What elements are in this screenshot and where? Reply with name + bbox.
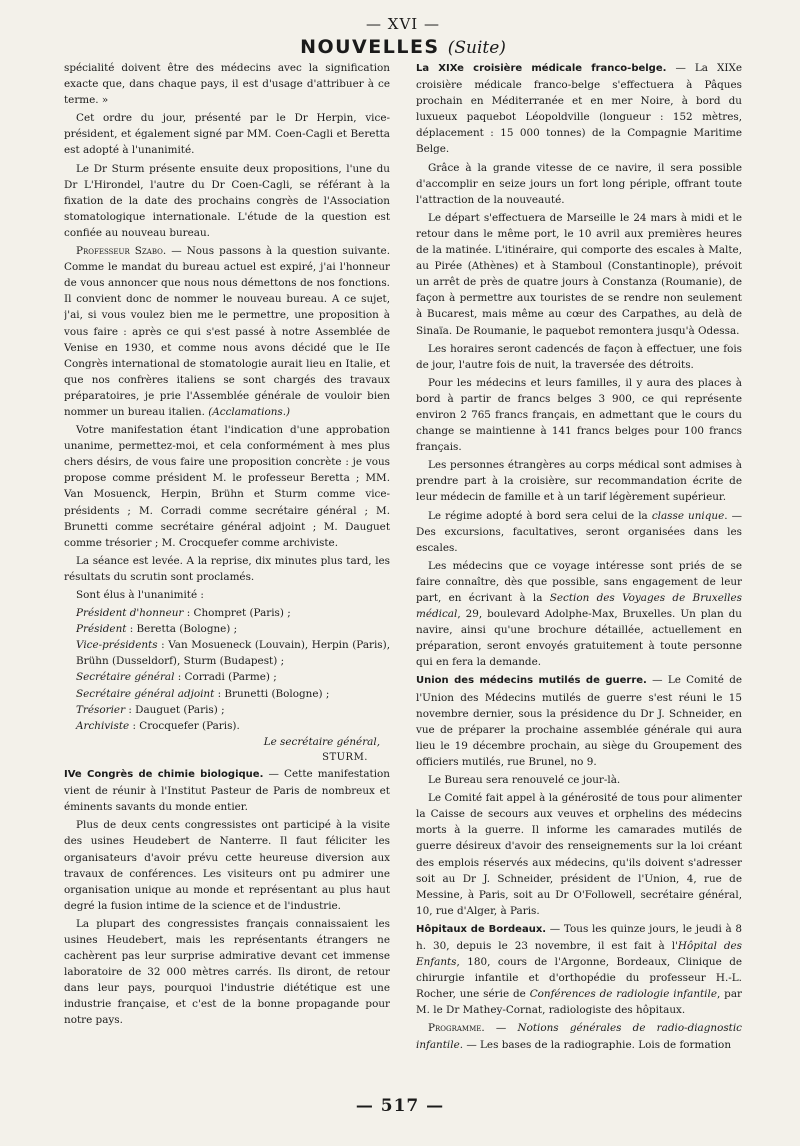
signature-title: Le secrétaire général, bbox=[263, 735, 380, 748]
news-heading: IVe Congrès de chimie biologique. bbox=[64, 769, 264, 781]
elected-item bbox=[64, 669, 390, 685]
news-heading: Hôpitaux de Bordeaux. bbox=[416, 923, 547, 935]
role-names: : Van Mosueneck (Louvain), Herpin (Paris), Brühn (Dusseldorf), Sturm (Budapest) ; bbox=[76, 639, 390, 668]
paragraph-text: — Le Comité de l'Union des Médecins mutilés de guerre s'est réuni le 15 novembre dernier, sous la présidence du Dr J. Schneider, en vue de préparer la prochaine assemblée générale qui aura lieu le 19 décembre prochain, au siège du Groupement des officiers mutilés, rue Brunel, no 9. bbox=[416, 674, 742, 768]
role-label: Secrétaire général bbox=[76, 671, 175, 684]
role-names: : Brunetti (Bologne) ; bbox=[214, 687, 330, 700]
elected-item bbox=[64, 718, 390, 734]
paragraph: Cet ordre du jour, présenté par le Dr Herpin, vice-président, et également signé par MM. Coen-Cagli et Beretta est adopté à l'unanimité. bbox=[64, 112, 390, 157]
role-names: : Corradi (Parme) ; bbox=[174, 671, 277, 684]
paragraph: La séance est levée. A la reprise, dix minutes plus tard, les résultats du scrutin sont proclamés. bbox=[64, 554, 390, 583]
news-item bbox=[416, 60, 742, 158]
elected-item bbox=[64, 621, 390, 637]
role-names: : Chompret (Paris) ; bbox=[183, 607, 291, 620]
role-label: Président bbox=[76, 623, 127, 636]
elected-list bbox=[64, 605, 390, 734]
programme-label: Programme. bbox=[428, 1022, 485, 1035]
role-names: : Beretta (Bologne) ; bbox=[126, 623, 238, 636]
paragraph: Le Dr Sturm présente ensuite deux propositions, l'une du Dr L'Hirondel, l'autre du Dr Coen-Cagli, se référant à la fixation de la date des prochains congrès de l'Association stomatologique internationale. L'étude de la question est confiée au nouveau bureau. bbox=[64, 162, 390, 239]
paragraph-aside: (Acclamations.) bbox=[208, 405, 291, 418]
role-names: : Dauguet (Paris) ; bbox=[125, 703, 225, 716]
role-label: Trésorier bbox=[76, 703, 126, 716]
elected-intro: Sont élus à l'unanimité : bbox=[76, 589, 204, 601]
role-names: : Crocquefer (Paris). bbox=[129, 719, 240, 732]
paragraph bbox=[64, 243, 390, 420]
paragraph: Les personnes étrangères au corps médical sont admises à prendre part à la croisière, sur recommandation écrite de leur médecin de famille et à un tarif légèrement supérieur. bbox=[416, 459, 742, 504]
paragraph-text: — La XIXe croisière médicale franco-belge s'effectuera à Pâques prochain en Méditerranée et en mer Noire, à bord du luxueux paquebot Léopoldville (longueur : 152 mètres, déplacement : 15 000 tonnes) de la Compagnie Maritime Belge. bbox=[416, 62, 742, 156]
news-item: Hôpitaux de Bordeaux. — Tous les quinze jours, le jeudi à 8 h. 30, depuis le 23 novembre, il est fait à l'Hôpital des Enfants, 180, cours de l'Argonne, Bordeaux, Clinique de chirurgie infantile et d'orthopédie du professeur H.-L. Rocher, une série de Conférences de radiologie infantile, par M. le Dr Mathey-Cornat, radiologiste des hôpitaux. bbox=[416, 922, 742, 1017]
section-title-suffix: (Suite) bbox=[447, 38, 506, 58]
two-column-body bbox=[64, 60, 742, 1096]
news-item bbox=[416, 672, 742, 770]
role-label: Archiviste bbox=[76, 719, 130, 732]
role-label: Secrétaire général adjoint bbox=[76, 687, 215, 700]
paragraph: Grâce à la grande vitesse de ce navire, il sera possible d'accomplir en seize jours un fort long périple, offrant toute l'attraction de la nouveauté. bbox=[416, 161, 742, 206]
paragraph-text: — Nous passons à la question suivante. Comme le mandat du bureau actuel est expiré, j'ai l'honneur de vous annoncer que nous nous démettons de nos fonctions. Il convient donc de nommer le nouveau bureau. A ce sujet, j'ai, si vous voulez bien me le permettre, une proposition à vous faire : après ce qui s'est passé à notre Assemblée de Venise en 1930, et comme nous avons décidé que le IIe Congrès international de stomatologie aurait lieu en Italie, et que nos confrères italiens se sont chargés des travaux préparatoires, je prie l'Assemblée générale de vouloir bien nommer un bureau italien. bbox=[64, 245, 391, 418]
paragraph: spécialité doivent être des médecins avec la signification exacte que, dans chaque pays, il est d'usage d'attribuer à ce terme. » bbox=[64, 62, 390, 107]
role-label: Président d'honneur bbox=[76, 607, 184, 620]
paragraph: Votre manifestation étant l'indication d'une approbation unanime, permettez-moi, et cela conformément à mes plus chers désirs, de vous faire une proposition concrète : je vous propose comme président M. le professeur Beretta ; MM. Van Mosuenck, Herpin, Brühn et Sturm comme vice-présidents ; M. Corradi comme secrétaire général ; M. Brunetti comme secrétaire général adjoint ; M. Dauguet comme trésorier ; M. Crocquefer comme archiviste. bbox=[64, 424, 390, 549]
paragraph-text: — Cette manifestation vient de réunir à l'Institut Pasteur de Paris de nombreux et éminents savants du monde entier. bbox=[64, 768, 390, 814]
section-title-text: NOUVELLES bbox=[300, 36, 440, 58]
paragraph: Le Bureau sera renouvelé ce jour-là. bbox=[428, 774, 621, 787]
paragraph: Le régime adopté à bord sera celui de la classe unique. — Des excursions, facultatives, seront organisées dans les escales. bbox=[416, 509, 742, 554]
page-number: — 517 — bbox=[355, 1096, 445, 1116]
paragraph: Programme. — Notions générales de radio-diagnostic infantile. — Les bases de la radiographie. Lois de formation bbox=[416, 1022, 742, 1051]
news-item bbox=[64, 766, 390, 815]
right-column bbox=[416, 60, 742, 1096]
elected-item bbox=[64, 686, 390, 702]
paragraph: Le Comité fait appel à la générosité de tous pour alimenter la Caisse de secours aux veuves et orphelins des médecins morts à la guerre. Il informe les camarades mutilés de guerre désireux d'avoir des renseignements sur la loi créant des emplois réservés aux médecins, qu'ils doivent s'adresser soit au Dr J. Schneider, président de l'Union, 4, rue de Messine, à Paris, soit au Dr O'Followell, secrétaire général, 10, rue d'Alger, à Paris. bbox=[416, 792, 742, 917]
roman-folio: — XVI — bbox=[366, 15, 440, 33]
paragraph: Pour les médecins et leurs familles, il y aura des places à bord à partir de francs belges 3 900, ce qui représente environ 2 765 francs français, en admettant que le cours du change se maintienne à 141 francs belges pour 100 francs français. bbox=[416, 376, 742, 454]
news-heading: Union des médecins mutilés de guerre. bbox=[416, 675, 647, 687]
signature-name: STURM. bbox=[322, 751, 368, 763]
role-label: Vice-présidents bbox=[76, 639, 158, 652]
paragraph: Plus de deux cents congressistes ont participé à la visite des usines Heudebert de Nanterre. Il faut féliciter les organisateurs d'avoir prévu cette heureuse diversion aux travaux de conférences. Les visiteurs ont pu admirer une organisation unique au monde et représentant au plus haut degré la fusion intime de la science et de l'industrie. bbox=[64, 819, 390, 912]
section-title bbox=[64, 34, 742, 60]
paragraph: Les horaires seront cadencés de façon à effectuer, une fois de jour, l'autre fois de nuit, la traversée des détroits. bbox=[416, 342, 742, 371]
elected-item bbox=[64, 605, 390, 621]
paragraph: Les médecins que ce voyage intéresse sont priés de se faire connaître, dès que possible, sans engagement de leur part, en écrivant à la Section des Voyages de Bruxelles médical, 29, boulevard Adolphe-Max, Bruxelles. Un plan du navire, ainsi qu'une brochure détaillée, actuellement en préparation, seront envoyés gratuitement à toute personne qui en fera la demande. bbox=[416, 559, 742, 669]
paragraph: La plupart des congressistes français connaissaient les usines Heudebert, mais les représentants étrangers ne cachèrent pas leur surprise admirative devant cet immense laboratoire de 32 000 mètres carrés. Ils diront, de retour dans leur pays, pourquoi l'industrie diététique est une industrie française, et c'est de la bonne propagande pour notre pays. bbox=[64, 917, 390, 1027]
news-heading: La XIXe croisière médicale franco-belge. bbox=[416, 63, 667, 74]
left-column bbox=[64, 60, 390, 1096]
paragraph: Le départ s'effectuera de Marseille le 24 mars à midi et le retour dans le même port, le 10 avril aux premières heures de la matinée. L'itinéraire, qui comporte des escales à Malte, au Pirée (Athènes) et à Stamboul (Constantinople), prévoit un arrêt de près de quatre jours à Constanza (Roumanie), de façon à permettre aux touristes de se rendre non seulement à Bucarest, mais même au cœur des Carpathes, au delà de Sinaïa. De Roumanie, le paquebot remontera jusqu'à Odessa. bbox=[416, 211, 742, 337]
speaker-name: Professeur Szabo. bbox=[76, 245, 167, 258]
elected-item bbox=[64, 702, 390, 718]
elected-item bbox=[64, 637, 390, 669]
